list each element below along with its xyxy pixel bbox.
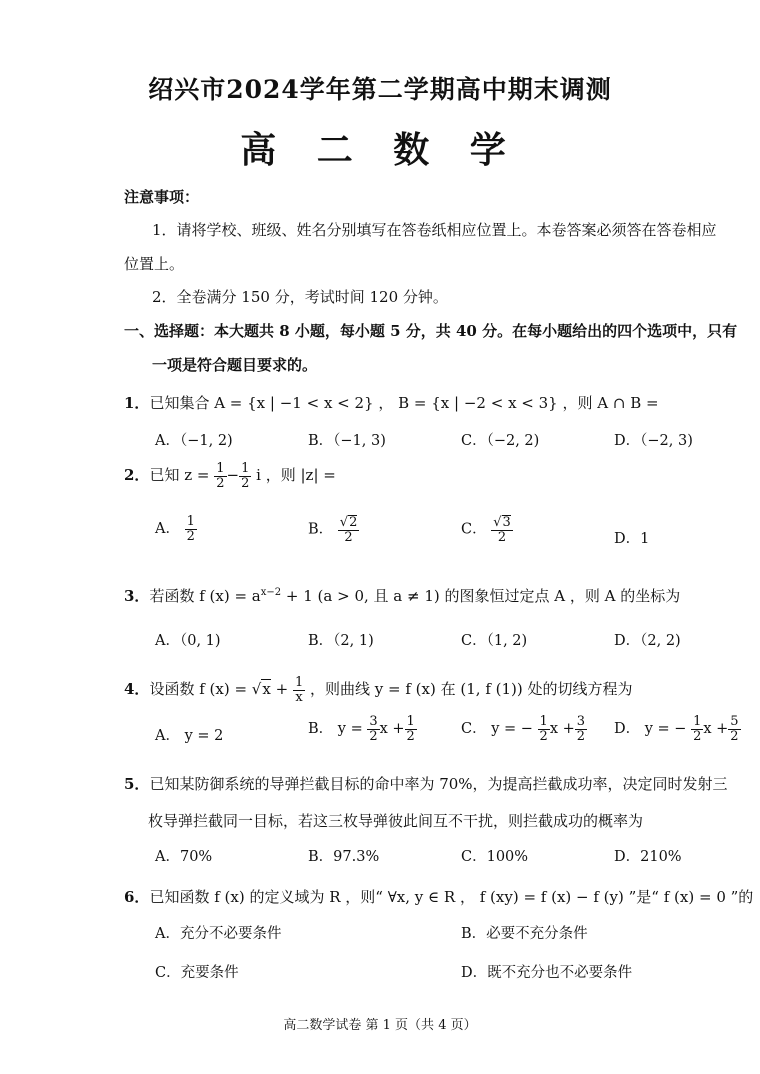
question-stem-pre: 设函数 f (x) =	[149, 680, 248, 699]
question-number: 2．	[124, 466, 150, 485]
question-3	[124, 585, 680, 606]
denominator: 2	[539, 728, 548, 744]
q1-option-a: A．（−1, 2)	[155, 433, 233, 449]
fraction	[338, 515, 360, 544]
option-label: A．	[155, 521, 180, 538]
fraction	[491, 515, 513, 544]
option-mid: x +	[703, 721, 729, 738]
q6-option-c: C．充要条件	[155, 965, 239, 981]
notice-item-2: 2．全卷满分 150 分，考试时间 120 分钟。	[152, 288, 448, 306]
question-6	[124, 886, 753, 907]
exam-title: 绍兴市2024学年第二学期高中期末调测	[148, 75, 612, 104]
numerator: 3	[576, 714, 586, 729]
fraction	[575, 715, 587, 743]
fraction	[691, 715, 703, 743]
numerator: 1	[216, 461, 225, 476]
q2-option-d: D．1	[614, 531, 650, 547]
option-mid: x +	[379, 721, 405, 738]
denominator: 2	[186, 528, 195, 544]
question-2	[124, 462, 336, 490]
q3-option-c: C．（1, 2)	[461, 633, 528, 649]
q2-option-b	[308, 515, 359, 544]
question-number: 1．	[124, 394, 150, 412]
option-label: C． y = −	[461, 721, 533, 738]
denominator: 2	[730, 728, 739, 744]
q2-option-a	[155, 515, 197, 543]
numerator: √3	[493, 515, 511, 530]
notice-item-1-line-2: 位置上。	[124, 255, 185, 273]
fraction	[293, 676, 305, 704]
q4-option-d	[614, 715, 741, 743]
numerator: 1	[241, 461, 250, 476]
denominator: 2	[369, 728, 378, 744]
q6-option-d: D．既不充分也不必要条件	[461, 965, 633, 981]
question-stem-pre: 若函数 f (x) = a	[149, 587, 261, 605]
fraction	[214, 462, 226, 490]
radicand: x	[262, 680, 271, 699]
question-stem-post: i ，则 |z| =	[256, 466, 336, 485]
notice-heading: 注意事项：	[124, 188, 200, 206]
question-stem-line-1: 已知某防御系统的导弹拦截目标的命中率为 70%，为提高拦截成功率，决定同时发射三	[149, 775, 728, 793]
numerator: 1	[294, 675, 304, 690]
question-stem-pre: 已知 z =	[149, 466, 210, 485]
minus-sign: −	[226, 466, 240, 485]
denominator: 2	[216, 475, 225, 491]
fraction	[538, 715, 550, 743]
q6-option-b: B．必要不充分条件	[461, 926, 588, 942]
denominator: 2	[344, 529, 353, 545]
section-1-heading-line-2: 一项是符合题目要求的。	[152, 356, 318, 374]
q4-option-b	[308, 715, 417, 743]
q3-option-a: A．（0, 1)	[155, 633, 221, 649]
page-footer: 高二数学试卷 第 1 页（共 4 页）	[283, 1018, 477, 1033]
numerator: √2	[339, 515, 358, 530]
q5-option-b: B．97.3%	[308, 849, 380, 865]
radicand: 2	[349, 515, 358, 530]
section-1-heading-line-1: 一、选择题：本大题共 8 小题，每小题 5 分，共 40 分。在每小题给出的四个选项中，只有	[124, 322, 738, 340]
numerator: 1	[539, 714, 548, 729]
fraction	[185, 515, 197, 543]
q6-option-a: A．充分不必要条件	[155, 926, 282, 942]
question-stem: 已知集合 A = {x | −1 < x < 2} ， B = {x | −2 < x < 3} ，则 A ∩ B =	[149, 394, 659, 412]
plus-sign: +	[270, 680, 289, 699]
question-number: 5．	[124, 775, 150, 793]
numerator: 1	[186, 514, 195, 529]
denominator: 2	[406, 728, 415, 744]
option-label: D． y = −	[614, 721, 687, 738]
q3-option-d: D．（2, 2)	[614, 633, 681, 649]
option-label: B．	[308, 521, 334, 538]
question-stem-post: ，则曲线 y = f (x) 在 (1, f (1)) 处的切线方程为	[310, 680, 633, 699]
denominator: x	[295, 689, 303, 705]
question-number: 3．	[124, 587, 150, 605]
numerator: 3	[369, 714, 378, 729]
question-5	[124, 773, 728, 794]
numerator: 1	[693, 714, 702, 729]
question-5-line-2: 枚导弹拦截同一目标，若这三枚导弹彼此间互不干扰，则拦截成功的概率为	[148, 812, 644, 830]
notice-item-1-line-1: 1．请将学校、班级、姓名分别填写在答卷纸相应位置上。本卷答案必须答在答卷相应	[152, 221, 717, 239]
q3-option-b: B．（2, 1)	[308, 633, 374, 649]
question-number: 6．	[124, 888, 150, 906]
denominator: 2	[693, 728, 702, 744]
q2-option-c	[461, 515, 513, 544]
q5-option-d: D．210%	[614, 849, 682, 865]
q5-option-c: C．100%	[461, 849, 529, 865]
option-mid: x +	[549, 721, 575, 738]
denominator: 2	[241, 475, 250, 491]
numerator: 5	[730, 714, 739, 729]
question-4: 4．设函数 f (x) = √x + $\frac{1}{x}$ ，则曲线 y = f (x) 在 (1, f (1)) 处的切线方程为	[124, 675, 633, 705]
q1-option-c: C．（−2, 2)	[461, 433, 540, 449]
denominator: 2	[497, 529, 507, 545]
numerator: 1	[406, 714, 415, 729]
subject-title: 高 二 数 学	[240, 129, 520, 171]
question-1	[124, 392, 659, 413]
fraction	[367, 715, 379, 743]
q1-option-b: B．（−1, 3)	[308, 433, 386, 449]
q4-option-c	[461, 715, 587, 743]
exponent: x−2	[260, 587, 282, 598]
q4-option-a: A． y = 2	[155, 728, 224, 744]
fraction	[239, 462, 251, 490]
radicand: 3	[502, 515, 511, 530]
q5-option-a: A．70%	[155, 849, 213, 865]
option-label: C．	[461, 521, 487, 538]
denominator: 2	[576, 728, 586, 744]
question-stem-post: + 1 (a > 0, 且 a ≠ 1) 的图象恒过定点 A ，则 A 的坐标为	[281, 587, 681, 605]
option-label: B． y =	[308, 721, 363, 738]
q1-option-d: D．（−2, 3)	[614, 433, 693, 449]
question-number: 4．	[124, 680, 150, 699]
fraction	[405, 715, 417, 743]
fraction	[728, 715, 740, 743]
question-stem: 已知函数 f (x) 的定义域为 R ，则“ ∀x, y ∈ R ， f (xy) = f (x) − f (y) ”是“ f (x) = 0 ”的	[149, 888, 754, 906]
